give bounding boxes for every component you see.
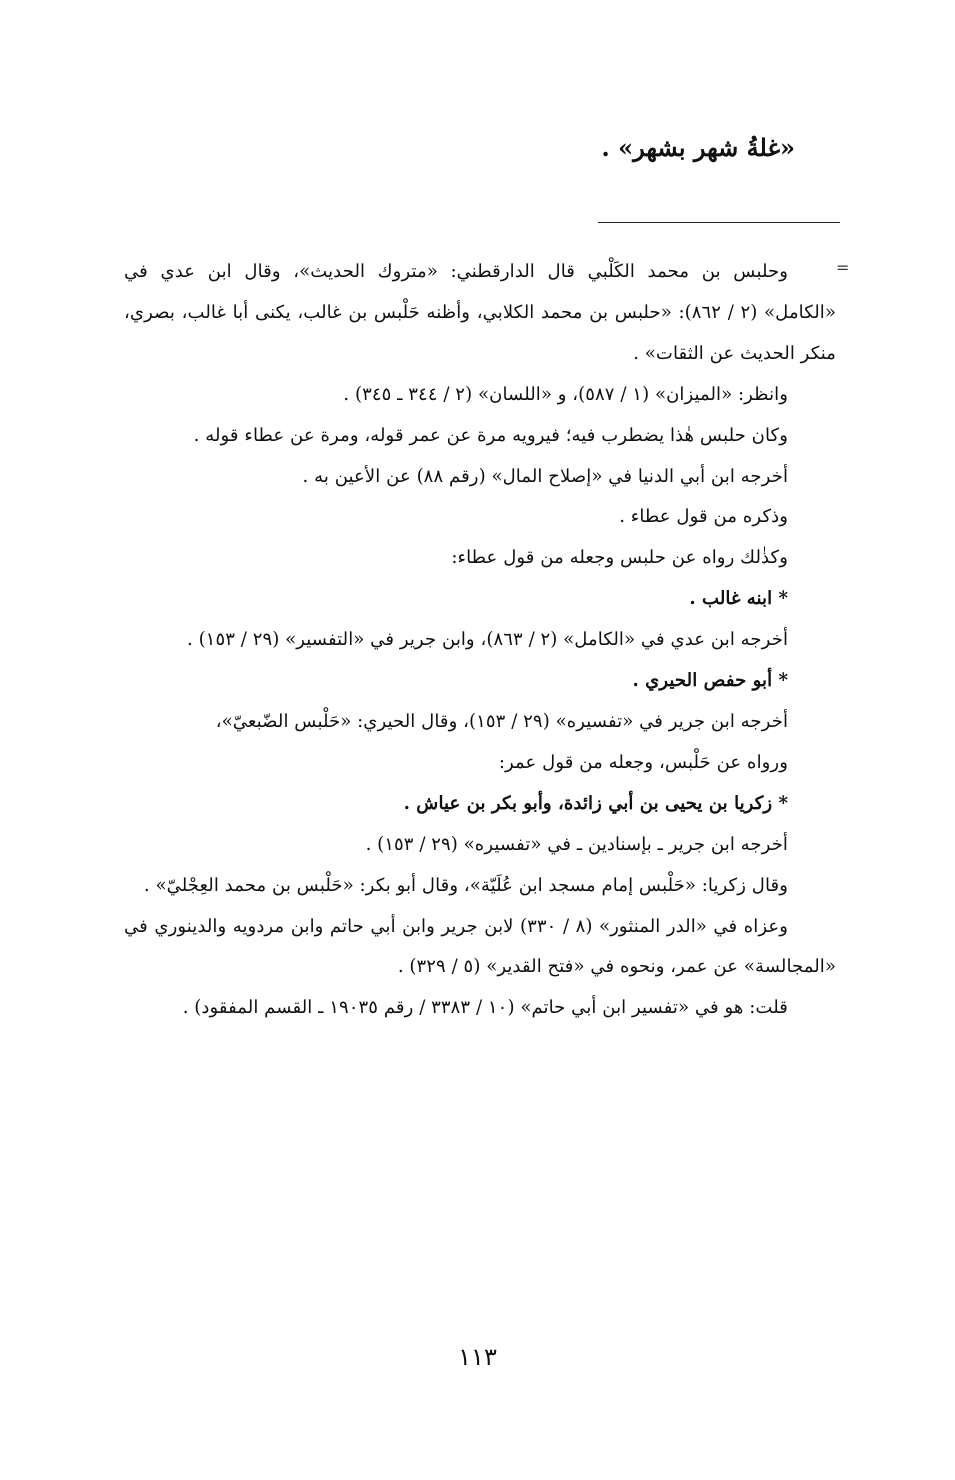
footnote-paragraph: أخرجه ابن جرير ـ بإسنادين ـ في «تفسيره» (٢٩ / ١٥٣) . [365, 833, 788, 855]
footnote-paragraph: قلت: هو في «تفسير ابن أبي حاتم» (١٠ / ٣٣٨٣ / رقم ١٩٠٣٥ ـ القسم المفقود) . [182, 997, 788, 1019]
footnote-paragraph: وحلبس بن محمد الكَلْبي قال الدارقطني: «متروك الحديث»، وقال ابن عدي في «الكامل» (٢ / ٨٦٢): «حلبس بن محمد الكلابي، وأظنه حَلْبس بن غالب، يكنى أبا غالب، بصري، منكر الحديث عن الثقات» . [124, 261, 836, 364]
footnote-paragraph: وكذٰلك رواه عن حلبس وجعله من قول عطاء: [451, 547, 788, 569]
footnote-paragraph: أخرجه ابن أبي الدنيا في «إصلاح المال» (رقم ٨٨) عن الأعين به . [302, 465, 788, 487]
footnote-paragraph: ورواه عن حَلْبس، وجعله من قول عمر: [498, 751, 788, 773]
narrator-heading: * ابنه غالب . [689, 588, 788, 610]
footnote-paragraph: أخرجه ابن عدي في «الكامل» (٢ / ٨٦٣)، وابن جرير في «التفسير» (٢٩ / ١٥٣) . [187, 629, 788, 651]
footnotes [124, 252, 836, 1312]
footnote-paragraph: أخرجه ابن جرير في «تفسيره» (٢٩ / ١٥٣)، وقال الحيري: «حَلْبس الضّبعيّ»، [215, 710, 788, 732]
narrator-heading: * أبو حفص الحيري . [632, 670, 788, 692]
footnote-paragraph: وقال زكريا: «حَلْبس إمام مسجد ابن عُلَيّة»، وقال أبو بكر: «حَلْبس بن محمد العِجْليّ» . [143, 874, 788, 896]
footnote-paragraph: وانظر: «الميزان» (١ / ٥٨٧)، و «اللسان» (٢ / ٣٤٤ ـ ٣٤٥) . [343, 383, 788, 405]
narrator-heading: * زكريا بن يحيى بن أبي زائدة، وأبو بكر بن عياش . [403, 792, 788, 814]
footnote-paragraph: وذكره من قول عطاء . [619, 506, 788, 528]
footnote-paragraph: وكان حلبس هٰذا يضطرب فيه؛ فيرويه مرة عن عمر قوله، ومرة عن عطاء قوله . [193, 424, 788, 446]
page-number: ١١٣ [458, 1343, 497, 1371]
footnote-paragraph: وعزاه في «الدر المنثور» (٨ / ٣٣٠) لابن جرير وابن أبي حاتم وابن مردويه والدينوري في «المجالسة» عن عمر، ونحوه في «فتح القدير» (٥ / ٣٢٩) . [124, 915, 836, 978]
continuation-mark: = [836, 258, 850, 277]
footnote-divider [598, 222, 840, 223]
main-text: «غلةُ شهر بشهر» . [601, 133, 795, 162]
